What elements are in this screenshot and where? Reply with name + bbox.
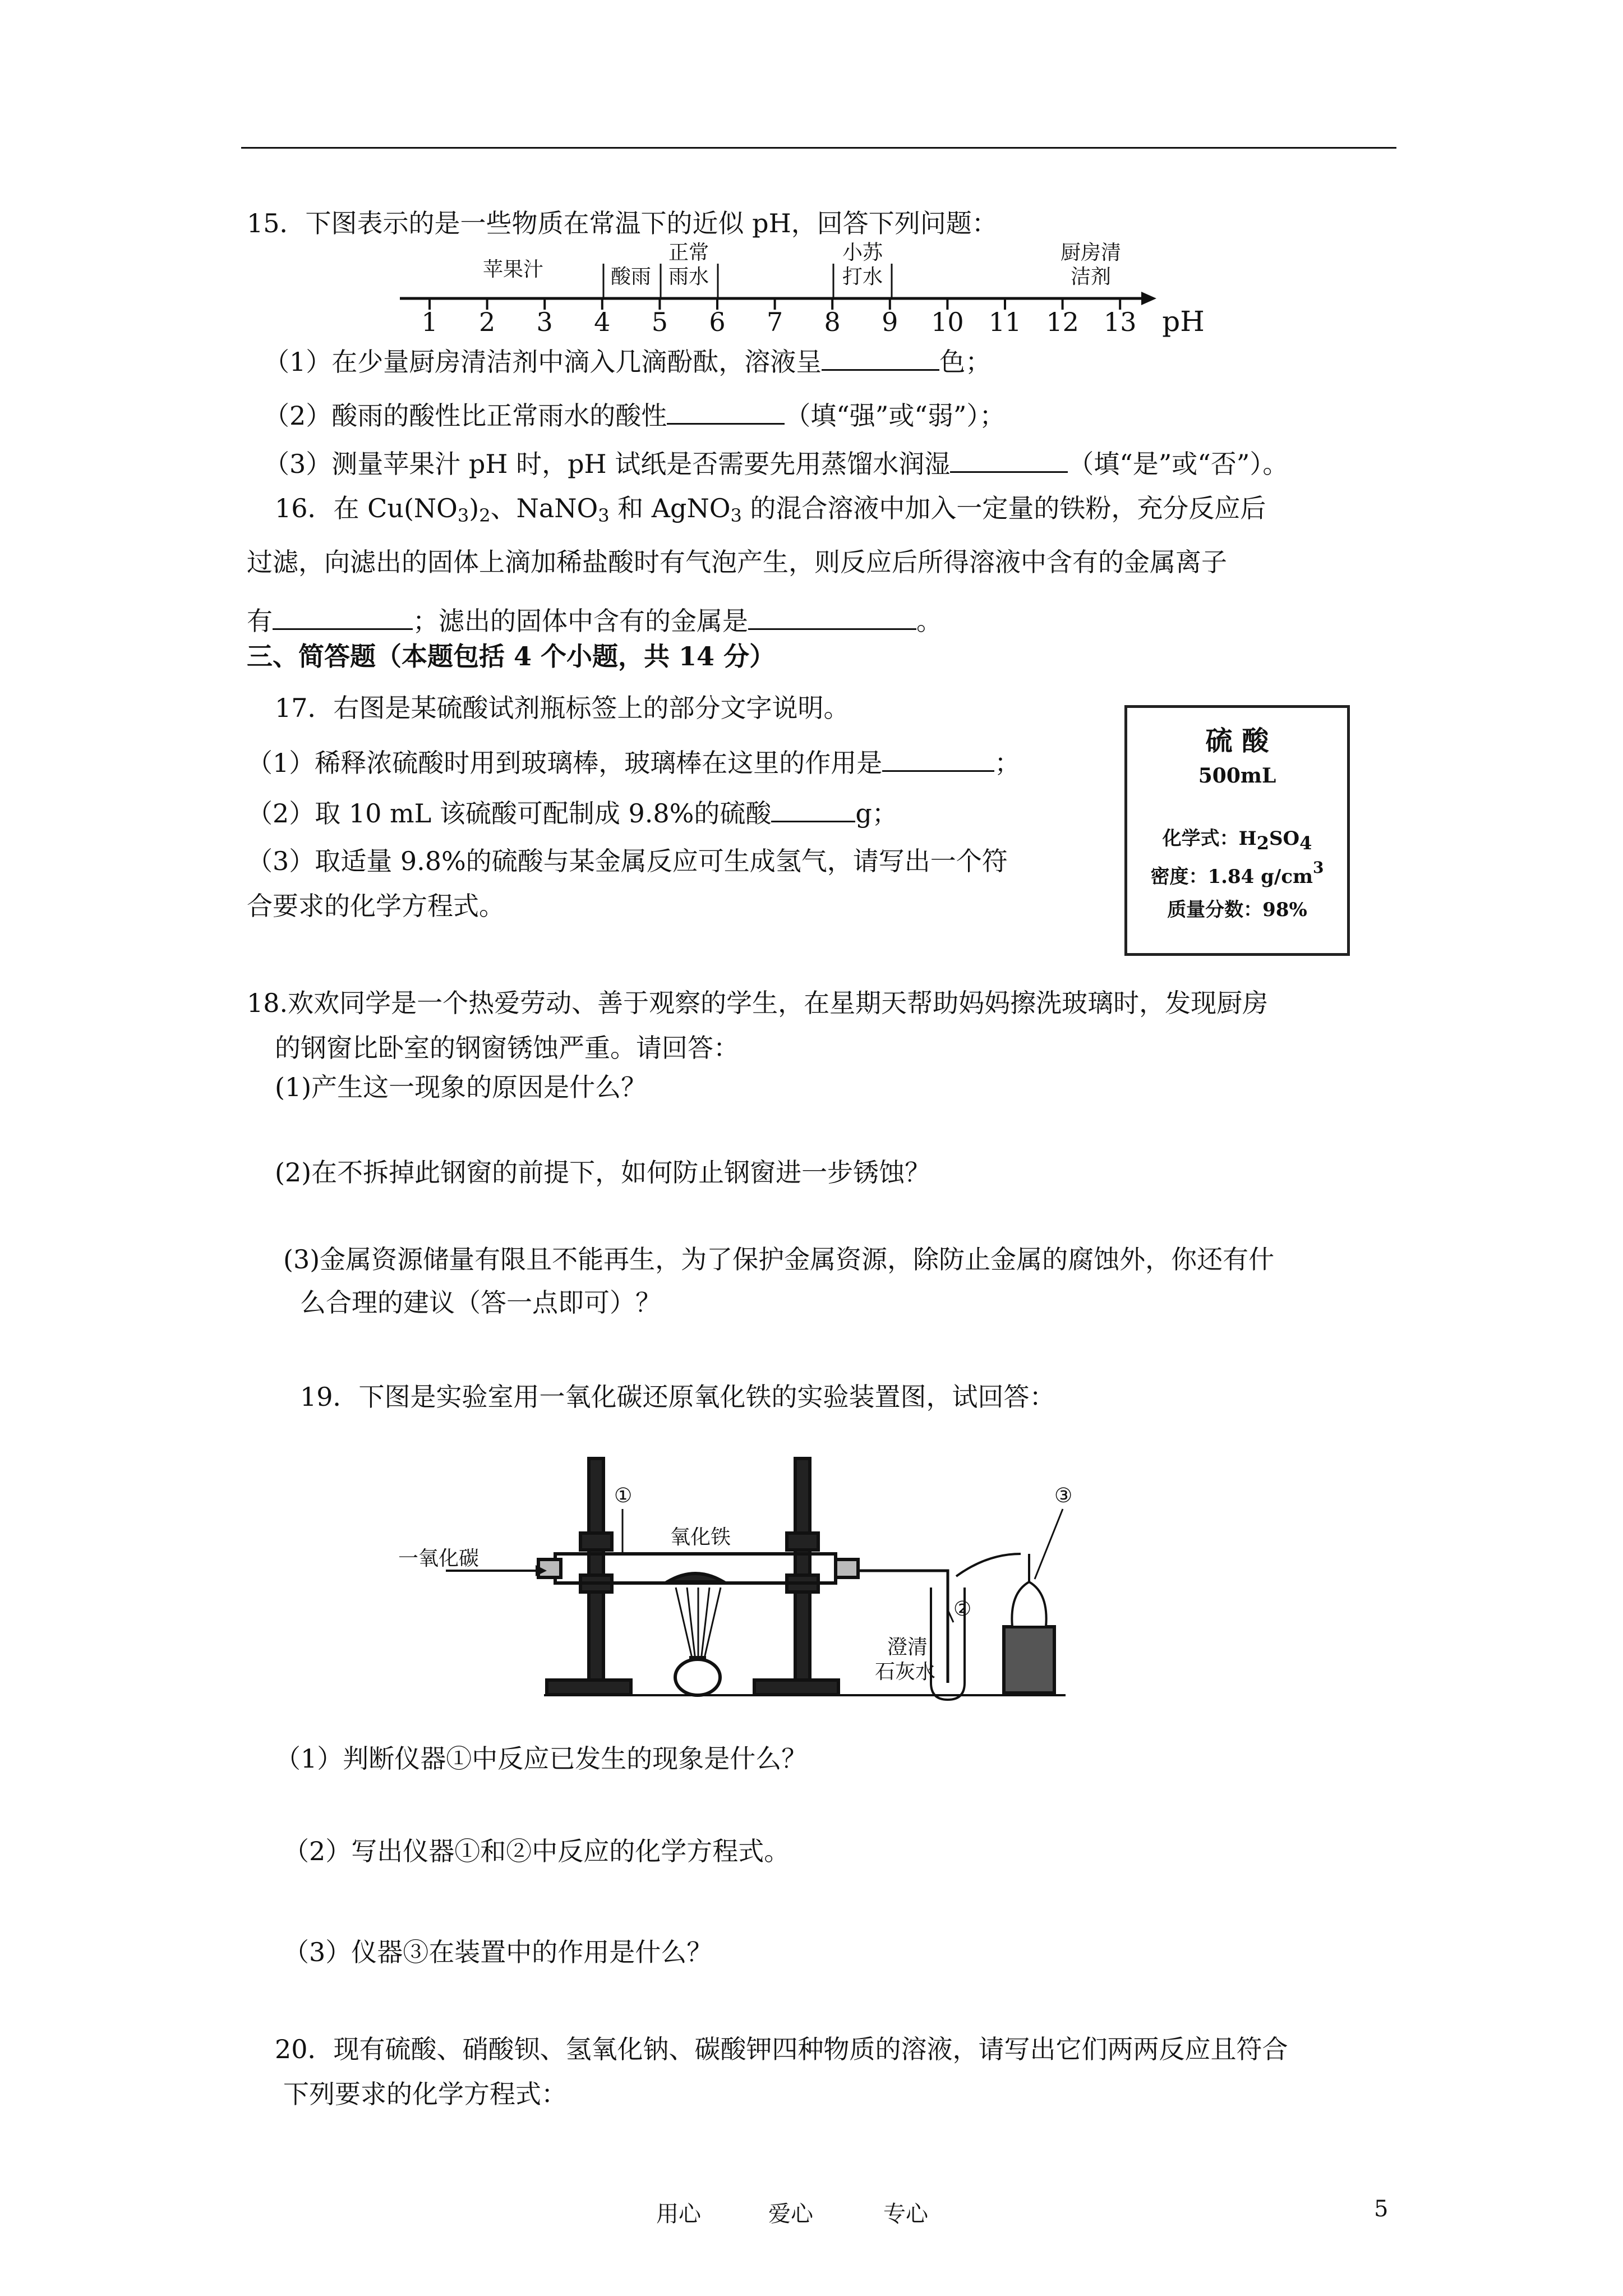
marker-1: ① — [614, 1484, 633, 1507]
q17-sub3-a: （3）取适量 9.8%的硫酸与某金属反应可生成氢气，请写出一个符 — [247, 846, 1008, 876]
label-cleaner-1: 厨房清 — [1060, 241, 1122, 264]
ph-tick-label: 8 — [824, 307, 841, 337]
label-normal-rain-1: 正常 — [668, 241, 709, 264]
right-stand-rod — [795, 1458, 810, 1683]
q15-sub1: （1）在少量厨房清洁剂中滴入几滴酚酞，溶液呈 色； — [264, 342, 991, 379]
right-stand-block — [1004, 1627, 1054, 1693]
q15-sub2: （2）酸雨的酸性比正常雨水的酸性 （填“强”或“弱”）； — [264, 396, 1005, 432]
q15-sub3: （3）测量苹果汁 pH 时，pH 试纸是否需要先用蒸馏水润湿 （填“是”或“否”）。 — [264, 444, 1288, 481]
q17-sub3-b: 合要求的化学方程式。 — [247, 891, 505, 921]
label-limewater-2: 石灰水 — [875, 1660, 936, 1683]
ph-tick-label: 9 — [882, 307, 898, 337]
left-stand-rod — [589, 1458, 603, 1683]
label-volume: 500mL — [1198, 764, 1276, 788]
label-limewater-1: 澄清 — [887, 1636, 928, 1659]
q16-line2: 过滤，向滤出的固体上滴加稀盐酸时有气泡产生，则反应后所得溶液中含有的金属离子 — [247, 547, 1227, 577]
ph-tick-label: 5 — [651, 307, 668, 337]
burner-flame — [676, 1588, 721, 1660]
q19-stem: 19．下图是实验室用一氧化碳还原氧化铁的实验装置图，试回答： — [300, 1382, 1055, 1412]
footer-text-1: 用心 — [656, 2201, 701, 2227]
page-number: 5 — [1374, 2196, 1389, 2222]
ph-unit-label: pH — [1162, 305, 1205, 338]
label-density: 密度：1.84 $g/cm^3$ — [1150, 858, 1324, 888]
q15-stem: 15．下图表示的是一些物质在常温下的近似 pH，回答下列问题： — [247, 208, 998, 238]
right-stand-base — [754, 1680, 838, 1695]
q18-sub2: (2)在不拆掉此钢窗的前提下，如何防止钢窗进一步锈蚀？ — [275, 1157, 931, 1188]
ph-tick-label: 6 — [709, 307, 726, 337]
q18-sub3-a: (3)金属资源储量有限且不能再生，为了保护金属资源，除防止金属的腐蚀外，你还有什 — [283, 1244, 1275, 1274]
ph-tick-label: 11 — [988, 307, 1022, 337]
label-soda-2: 打水 — [842, 265, 883, 288]
label-soda-1: 小苏 — [842, 241, 883, 264]
label-mass-fraction: 质量分数：98% — [1167, 899, 1307, 921]
q19-sub2: （2）写出仪器①和②中反应的化学方程式。 — [283, 1836, 790, 1866]
label-co: 一氧化碳 — [398, 1547, 479, 1570]
q19-sub1: （1）判断仪器①中反应已发生的现象是什么？ — [275, 1743, 808, 1774]
q16-line1: 16．在 $Cu(NO_3)_2$、NaNO$_3$ 和 AgNO$_3$ 的混合溶液中加入一定量的铁粉，充分反应后 — [275, 493, 1266, 526]
q18-line1: 18.欢欢同学是一个热爱劳动、善于观察的学生，在星期天帮助妈妈擦洗玻璃时，发现厨房 — [247, 988, 1269, 1018]
ph-tick-label: 4 — [594, 307, 611, 337]
ph-tick-label: 1 — [421, 307, 438, 337]
ph-tick-label: 12 — [1046, 307, 1079, 337]
q18-sub1: (1)产生这一现象的原因是什么？ — [275, 1072, 647, 1102]
section-3-heading: 三、简答题（本题包括 4 个小题，共 14 分） — [247, 641, 776, 671]
left-stand-base — [547, 1680, 631, 1695]
label-iron-oxide: 氧化铁 — [670, 1526, 731, 1549]
q20-line1: 20．现有硫酸、硝酸钡、氢氧化钠、碳酸钾四种物质的溶液，请写出它们两两反应且符合 — [275, 2034, 1288, 2064]
label-title: 硫 酸 — [1205, 725, 1269, 757]
marker-2: ② — [953, 1598, 972, 1621]
ph-tick-label: 3 — [536, 307, 553, 337]
ph-tick-label: 7 — [766, 307, 783, 337]
q17-stem: 17．右图是某硫酸试剂瓶标签上的部分文字说明。 — [275, 693, 850, 723]
q20-line2: 下列要求的化学方程式： — [283, 2079, 567, 2109]
label-acid-rain: 酸雨 — [610, 265, 652, 288]
flare-burner — [1012, 1582, 1046, 1627]
ph-tick-label: 13 — [1103, 307, 1137, 337]
alcohol-lamp — [675, 1659, 720, 1695]
footer-text-3: 专心 — [883, 2201, 928, 2227]
marker-3: ③ — [1054, 1484, 1073, 1507]
q17-sub2: （2）取 10 mL 该硫酸可配制成 9.8%的硫酸 g； — [247, 794, 898, 830]
q16-line3: 有 ；滤出的固体中含有的金属是 。 — [247, 601, 942, 638]
q18-sub3-b: 么合理的建议（答一点即可）？ — [300, 1287, 661, 1318]
ph-tick-label: 2 — [478, 307, 496, 337]
ph-tick-label: 10 — [931, 307, 964, 337]
q19-sub3: （3）仪器③在装置中的作用是什么？ — [283, 1937, 713, 1967]
label-cleaner-2: 洁剂 — [1070, 265, 1112, 288]
q17-sub1: （1）稀释浓硫酸时用到玻璃棒，玻璃棒在这里的作用是 ； — [247, 743, 1020, 780]
iron-oxide-powder — [667, 1573, 723, 1582]
q18-line2: 的钢窗比卧室的钢窗锈蚀严重。请回答： — [275, 1033, 739, 1063]
footer-text-2: 爱心 — [768, 2201, 813, 2227]
label-apple-juice: 苹果汁 — [482, 258, 544, 281]
label-normal-rain-2: 雨水 — [668, 265, 709, 288]
label-formula: 化学式：$H_2SO_4$ — [1162, 827, 1312, 854]
